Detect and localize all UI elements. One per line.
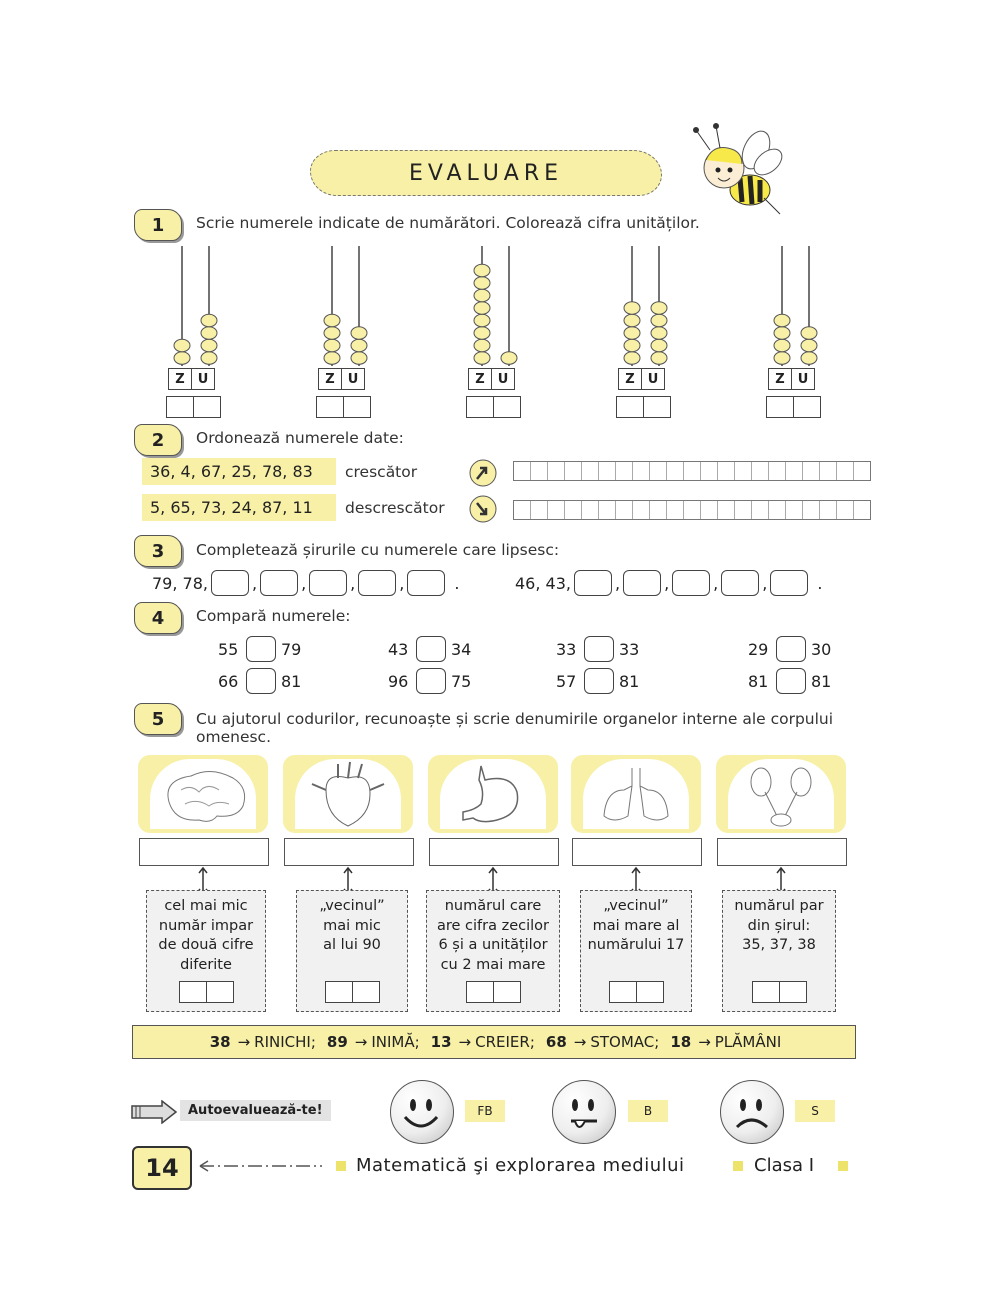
self-eval-label: Autoevaluează-te!	[180, 1100, 331, 1121]
answer-box[interactable]	[179, 981, 234, 1003]
arrow-up-icon	[468, 458, 498, 488]
legend-number: 13	[430, 1033, 452, 1051]
comma: ,	[399, 573, 405, 593]
tens-cell[interactable]	[167, 397, 194, 417]
zu-header	[468, 368, 515, 390]
answer-box[interactable]	[766, 396, 821, 418]
clue-line: cu 2 mai mare	[440, 956, 546, 973]
blank-box[interactable]	[260, 570, 298, 596]
lungs-icon	[584, 760, 688, 828]
grid-cell[interactable]	[854, 501, 870, 519]
units-label: U	[647, 371, 659, 387]
grid-cell[interactable]	[837, 462, 854, 480]
tens-cell[interactable]	[317, 397, 344, 417]
exercise-number: 2	[134, 424, 182, 456]
heart-icon	[296, 760, 400, 828]
answer-grid[interactable]	[513, 461, 871, 481]
happy-face-icon[interactable]	[390, 1080, 454, 1144]
organ-card	[428, 755, 558, 833]
clue-line: de două cifre	[158, 937, 254, 954]
compare-left: 66	[218, 672, 239, 691]
grid-cell[interactable]	[803, 501, 820, 519]
clue-box	[580, 890, 692, 1012]
units-cell[interactable]	[780, 982, 806, 1002]
compare-right: 75	[451, 672, 472, 691]
abacus-bead	[351, 327, 367, 340]
grid-cell[interactable]	[650, 501, 667, 519]
answer-box[interactable]	[616, 396, 671, 418]
organ-card	[138, 755, 268, 833]
clue-line: „vecinul”	[319, 898, 385, 914]
end-dot: .	[817, 573, 823, 593]
tens-label: Z	[769, 369, 792, 389]
abacus-bead	[201, 352, 217, 365]
grid-cell[interactable]	[701, 501, 718, 519]
legend-number: 18	[670, 1033, 692, 1051]
abacus-bead	[651, 352, 667, 365]
units-cell[interactable]	[494, 397, 520, 417]
code-legend	[132, 1025, 856, 1059]
abacus-bead	[651, 314, 667, 327]
compare-box[interactable]	[416, 668, 446, 694]
compare-left: 55	[218, 640, 239, 659]
abacus-bead	[774, 339, 790, 352]
abacus-bead	[651, 302, 667, 315]
clue-box	[296, 890, 408, 1012]
abacus-icon	[768, 244, 828, 368]
grid-cell[interactable]	[667, 462, 684, 480]
abacus-icon	[318, 244, 378, 368]
abacus-bead	[201, 314, 217, 327]
abacus-icon	[468, 244, 528, 368]
units-cell[interactable]	[194, 397, 220, 417]
tens-cell[interactable]	[180, 982, 207, 1002]
brain-icon	[151, 760, 255, 828]
clue-box	[146, 890, 266, 1012]
abacus-bead	[774, 314, 790, 327]
comma: ,	[664, 573, 670, 593]
tens-label: Z	[619, 369, 642, 389]
compare-right: 81	[619, 672, 640, 691]
mark-fb: FB	[465, 1100, 505, 1122]
units-label: U	[197, 371, 209, 387]
grid-cell[interactable]	[769, 462, 786, 480]
tens-cell[interactable]	[767, 397, 794, 417]
clue-box	[722, 890, 836, 1012]
units-cell[interactable]	[353, 982, 379, 1002]
grid-cell[interactable]	[786, 501, 803, 519]
abacus-bead	[324, 352, 340, 365]
zu-header	[318, 368, 365, 390]
grid-cell[interactable]	[667, 501, 684, 519]
comma: ,	[301, 573, 307, 593]
abacus-icon	[168, 244, 228, 368]
end-dot: .	[454, 573, 460, 593]
zu-header	[168, 368, 215, 390]
grid-cell[interactable]	[599, 462, 616, 480]
compare-box[interactable]	[246, 636, 276, 662]
page-number: 14	[132, 1146, 192, 1190]
bee-mascot-icon	[686, 122, 786, 220]
abacus-bead	[201, 339, 217, 352]
comma: ,	[251, 573, 258, 593]
exercise-instruction: Scrie numerele indicate de numărători. Colorează cifra unităților.	[196, 214, 700, 232]
clue-line: 6 și a unităților	[438, 937, 548, 954]
compare-right: 30	[811, 640, 832, 659]
legend-organ: INIMĂ;	[371, 1033, 420, 1051]
mark-s: S	[795, 1100, 835, 1122]
answer-box[interactable]	[325, 981, 380, 1003]
units-cell[interactable]	[207, 982, 233, 1002]
units-label: U	[797, 371, 809, 387]
number-set: 36, 4, 67, 25, 78, 83	[142, 458, 336, 485]
legend-organ: RINICHI;	[254, 1033, 316, 1051]
compare-right: 81	[281, 672, 302, 691]
comma: ,	[350, 573, 356, 593]
abacus-bead	[624, 314, 640, 327]
exercise-number: 5	[134, 703, 182, 735]
compare-box[interactable]	[776, 668, 806, 694]
answer-box[interactable]	[466, 981, 521, 1003]
grid-cell[interactable]	[701, 462, 718, 480]
tens-cell[interactable]	[610, 982, 637, 1002]
abacus-bead	[624, 302, 640, 315]
kidneys-icon	[729, 760, 833, 828]
grid-cell[interactable]	[803, 462, 820, 480]
organ-frame	[440, 759, 546, 829]
compare-box[interactable]	[416, 636, 446, 662]
clue-line: diferite	[180, 956, 232, 973]
abacus-bead	[651, 339, 667, 352]
abacus-bead	[474, 352, 490, 365]
abacus-bead	[474, 264, 490, 277]
organ-frame	[583, 759, 689, 829]
clue-line: mai mare al	[592, 917, 680, 934]
bullet	[838, 1161, 848, 1171]
clue-line: are cifra zecilor	[436, 917, 549, 934]
grid-cell[interactable]	[735, 462, 752, 480]
grid-cell[interactable]	[633, 462, 650, 480]
legend-number: 68	[545, 1033, 567, 1051]
clue-line: mai mic	[323, 917, 381, 934]
clue-line: numărul care	[444, 898, 542, 914]
grid-cell[interactable]	[548, 462, 565, 480]
abacus-bead	[201, 327, 217, 340]
blank-box[interactable]	[309, 570, 347, 596]
exercise-number: 1	[134, 209, 182, 241]
compare-left: 43	[388, 640, 409, 659]
grid-cell[interactable]	[854, 462, 870, 480]
abacus-bead	[324, 327, 340, 340]
units-label: U	[497, 371, 509, 387]
clue-line: „vecinul”	[603, 898, 669, 914]
organ-name-input[interactable]	[139, 838, 269, 866]
abacus-icon	[618, 244, 678, 368]
compare-right: 33	[619, 640, 640, 659]
compare-left: 57	[556, 672, 577, 691]
zu-header	[618, 368, 665, 390]
compare-left: 81	[748, 672, 769, 691]
answer-box[interactable]	[752, 981, 807, 1003]
legend-number: 89	[326, 1033, 348, 1051]
abacus-bead	[624, 339, 640, 352]
grade-label: Clasa I	[754, 1155, 815, 1176]
clue-text	[734, 897, 823, 956]
compare-right: 34	[451, 640, 472, 659]
organ-name-input[interactable]	[429, 838, 559, 866]
abacus-bead	[474, 277, 490, 290]
sequence-row	[152, 570, 459, 596]
grid-cell[interactable]	[718, 462, 735, 480]
clue-text	[319, 897, 384, 956]
tens-cell[interactable]	[326, 982, 353, 1002]
subject-title: Matematică şi explorarea mediului	[356, 1155, 685, 1176]
grid-cell[interactable]	[820, 462, 837, 480]
answer-box[interactable]	[316, 396, 371, 418]
units-cell[interactable]	[637, 982, 663, 1002]
arrow-icon: →	[458, 1033, 472, 1051]
exercise-instruction: Completează șirurile cu numerele care lipsesc:	[196, 541, 560, 559]
grid-cell[interactable]	[582, 501, 599, 519]
exercise-instruction: Cu ajutorul codurilor, recunoaște și scrie denumirile organelor interne ale corpului omenesc.	[196, 710, 834, 746]
tens-cell[interactable]	[467, 982, 494, 1002]
abacus-bead	[501, 352, 517, 365]
legend-organ: STOMAC;	[590, 1033, 660, 1051]
abacus-bead	[801, 339, 817, 352]
abacus-bead	[174, 352, 190, 365]
blank-box[interactable]	[721, 570, 759, 596]
clue-line: numărul par	[734, 898, 824, 914]
units-cell[interactable]	[794, 397, 820, 417]
arrow-right-icon	[130, 1100, 180, 1124]
grid-cell[interactable]	[616, 501, 633, 519]
grid-cell[interactable]	[548, 501, 565, 519]
dash-dot-arrow-icon	[196, 1158, 326, 1174]
bullet	[336, 1161, 346, 1171]
grid-cell[interactable]	[565, 501, 582, 519]
tens-cell[interactable]	[617, 397, 644, 417]
grid-cell[interactable]	[752, 501, 769, 519]
grid-cell[interactable]	[684, 501, 701, 519]
abacus-bead	[774, 352, 790, 365]
blank-box[interactable]	[623, 570, 661, 596]
tens-cell[interactable]	[753, 982, 780, 1002]
grid-cell[interactable]	[769, 501, 786, 519]
answer-box[interactable]	[466, 396, 521, 418]
sequence-start: 79, 78,	[152, 573, 208, 593]
exercise-instruction: Compară numerele:	[196, 607, 351, 625]
grid-cell[interactable]	[514, 501, 531, 519]
blank-box[interactable]	[770, 570, 808, 596]
abacus-bead	[624, 327, 640, 340]
organ-card	[571, 755, 701, 833]
grid-cell[interactable]	[531, 462, 548, 480]
clue-line: număr impar	[158, 917, 254, 934]
clue-line: cel mai mic	[164, 898, 248, 914]
grid-cell[interactable]	[531, 501, 548, 519]
answer-box[interactable]	[166, 396, 221, 418]
tens-label: Z	[319, 369, 342, 389]
abacus-bead	[324, 314, 340, 327]
organ-card	[283, 755, 413, 833]
grid-cell[interactable]	[837, 501, 854, 519]
legend-organ: CREIER;	[475, 1033, 535, 1051]
blank-box[interactable]	[358, 570, 396, 596]
tens-cell[interactable]	[467, 397, 494, 417]
blank-box[interactable]	[672, 570, 710, 596]
abacus-bead	[351, 352, 367, 365]
abacus-bead	[174, 339, 190, 352]
clue-line: numărului 17	[587, 937, 685, 954]
number-set: 5, 65, 73, 24, 87, 11	[142, 494, 336, 521]
abacus-bead	[624, 352, 640, 365]
page-title: EVALUARE	[310, 150, 662, 196]
grid-cell[interactable]	[582, 462, 599, 480]
compare-left: 96	[388, 672, 409, 691]
abacus-bead	[474, 339, 490, 352]
units-cell[interactable]	[644, 397, 670, 417]
abacus-bead	[801, 327, 817, 340]
legend-organ: PLĂMÂNI	[714, 1033, 782, 1051]
compare-left: 33	[556, 640, 577, 659]
answer-box[interactable]	[609, 981, 664, 1003]
exercise-number: 4	[134, 602, 182, 634]
organ-frame	[150, 759, 256, 829]
grid-cell[interactable]	[514, 462, 531, 480]
tongue-face-icon[interactable]	[552, 1080, 616, 1144]
grid-cell[interactable]	[820, 501, 837, 519]
legend-number: 38	[209, 1033, 231, 1051]
sad-face-icon[interactable]	[720, 1080, 784, 1144]
clue-text	[588, 897, 685, 956]
blank-box[interactable]	[211, 570, 249, 596]
arrow-icon: →	[237, 1033, 251, 1051]
answer-grid[interactable]	[513, 500, 871, 520]
abacus-bead	[774, 327, 790, 340]
blank-box[interactable]	[574, 570, 612, 596]
abacus-bead	[474, 327, 490, 340]
arrow-icon: →	[354, 1033, 368, 1051]
grid-cell[interactable]	[599, 501, 616, 519]
abacus-bead	[324, 339, 340, 352]
arrow-down-icon	[468, 494, 498, 524]
clue-text	[437, 897, 549, 975]
compare-right: 81	[811, 672, 832, 691]
clue-box	[426, 890, 560, 1012]
mark-b: B	[628, 1100, 668, 1122]
zu-header	[768, 368, 815, 390]
order-label: descrescător	[345, 499, 445, 517]
abacus-bead	[474, 314, 490, 327]
compare-right: 79	[281, 640, 302, 659]
clue-line: al lui 90	[323, 937, 381, 954]
compare-box[interactable]	[584, 636, 614, 662]
organ-frame	[728, 759, 834, 829]
grid-cell[interactable]	[752, 462, 769, 480]
abacus-bead	[351, 339, 367, 352]
grid-cell[interactable]	[684, 462, 701, 480]
grid-cell[interactable]	[565, 462, 582, 480]
organ-name-input[interactable]	[284, 838, 414, 866]
stomach-icon	[441, 760, 545, 828]
order-label: crescător	[345, 463, 418, 481]
abacus-bead	[651, 327, 667, 340]
comma: ,	[614, 573, 621, 593]
arrow-icon: →	[698, 1033, 711, 1051]
grid-cell[interactable]	[718, 501, 735, 519]
compare-left: 29	[748, 640, 769, 659]
tens-label: Z	[469, 369, 492, 389]
clue-text	[158, 897, 253, 975]
tens-label: Z	[169, 369, 192, 389]
compare-box[interactable]	[776, 636, 806, 662]
grid-cell[interactable]	[616, 462, 633, 480]
grid-cell[interactable]	[735, 501, 752, 519]
sequence-row	[515, 570, 822, 596]
units-cell[interactable]	[344, 397, 370, 417]
organ-frame	[295, 759, 401, 829]
grid-cell[interactable]	[786, 462, 803, 480]
exercise-number: 3	[134, 535, 182, 567]
blank-box[interactable]	[407, 570, 445, 596]
units-cell[interactable]	[494, 982, 520, 1002]
clue-line: 35, 37, 38	[742, 937, 816, 954]
comma: ,	[713, 573, 719, 593]
exercise-instruction: Ordonează numerele date:	[196, 429, 404, 447]
arrow-icon: →	[573, 1033, 587, 1051]
compare-box[interactable]	[246, 668, 276, 694]
clue-line: din șirul:	[747, 917, 811, 934]
grid-cell[interactable]	[650, 462, 667, 480]
abacus-bead	[801, 352, 817, 365]
organ-name-input[interactable]	[717, 838, 847, 866]
abacus-bead	[474, 289, 490, 302]
grid-cell[interactable]	[633, 501, 650, 519]
bullet	[733, 1161, 743, 1171]
comma: ,	[762, 573, 768, 593]
units-label: U	[347, 371, 359, 387]
organ-card	[716, 755, 846, 833]
abacus-bead	[474, 302, 490, 315]
organ-name-input[interactable]	[572, 838, 702, 866]
sequence-start: 46, 43,	[515, 573, 571, 593]
compare-box[interactable]	[584, 668, 614, 694]
